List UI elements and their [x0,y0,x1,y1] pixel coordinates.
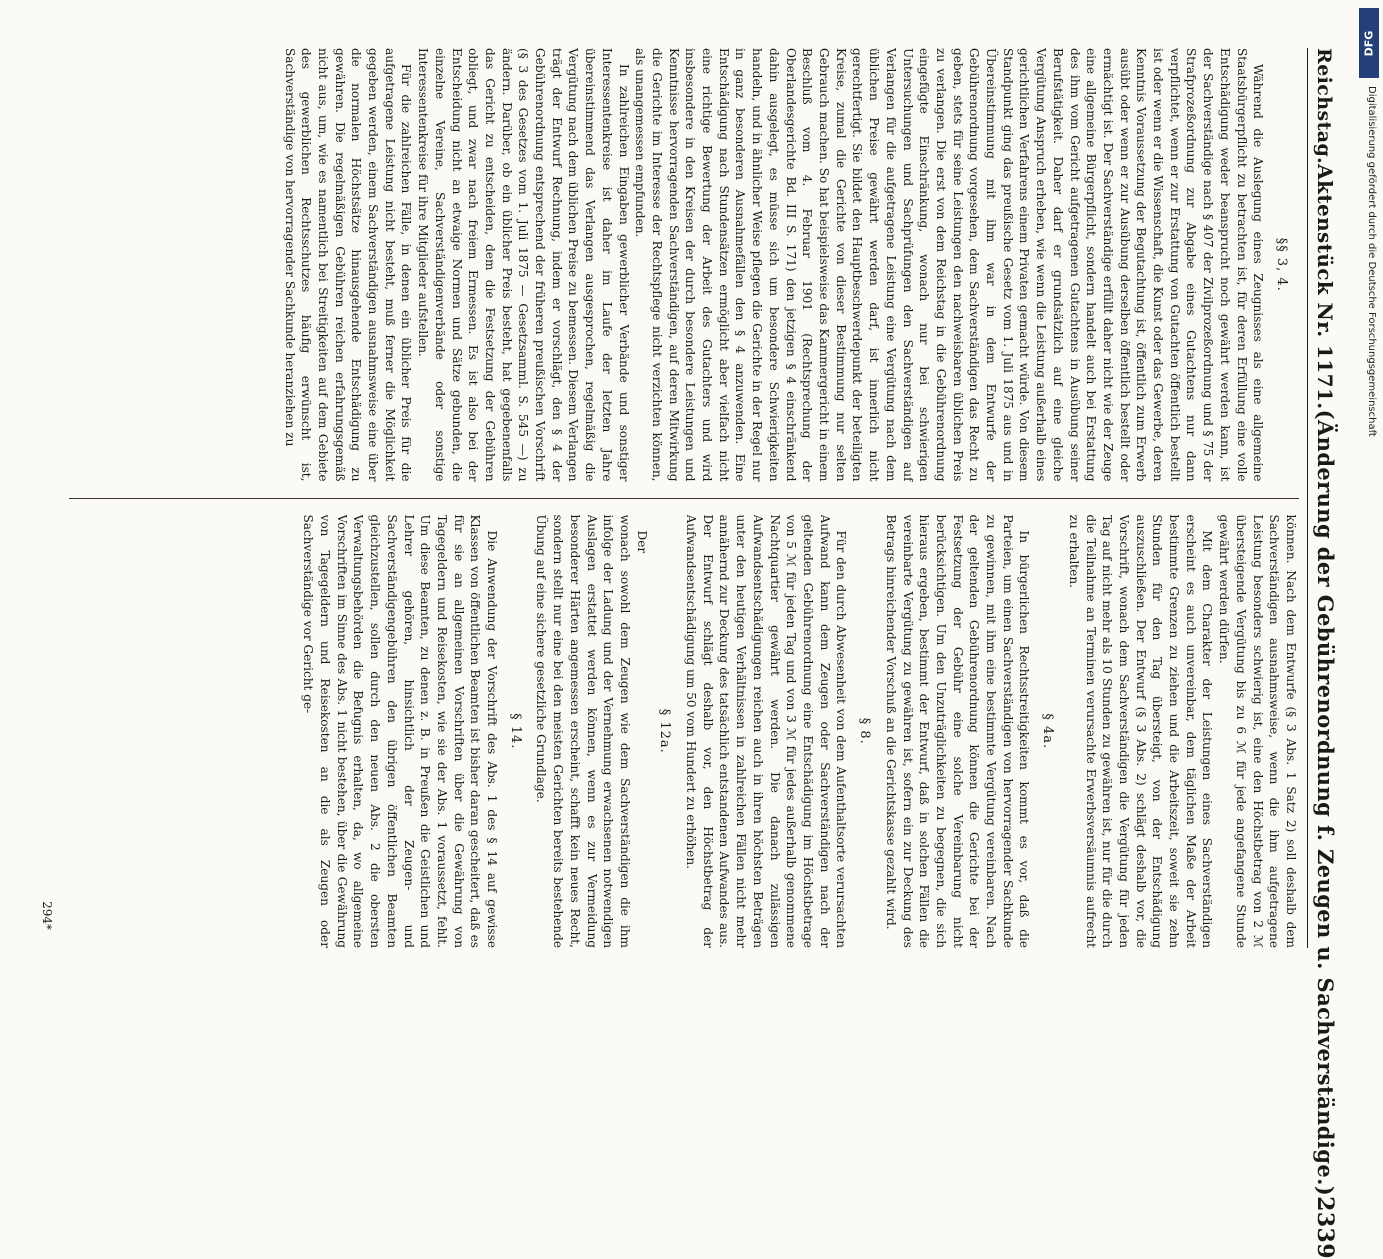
left-column [69,48,1299,482]
document-page [32,30,1352,1259]
paragraph: Für die zahlreichen Fälle, in denen ein üblicher Preis für die aufgetragene Leistung nicht besteht, muß ferner die Möglichkeit gegeben werden, einem Sachverständigen ausnahmsweise eine über die normalen Höchstsätze hinausgehende Entschädigung zu gewähren. Die regelmäßigen Gebühren reichen erfahrungsgemäß nicht aus, um, wie es namentlich bei Streitigkeiten auf dem Gebiete des gewerblichen Rechtsschutzes häufig erwünscht ist, Sachverständige von hervorragender Sachkunde heranziehen zu [282,48,413,482]
text-columns [69,48,1299,948]
paragraph-lead: Der [634,530,649,554]
section-heading: § 12a. [656,708,672,754]
right-column [69,515,1299,949]
paragraph: können. Nach dem Entwurfe (§ 3 Abs. 1 Satz 2) soll deshalb dem Sachverständigen ausnahmsweise, wenn die ihm aufgetragene Leistung besonders schwierig ist, eine den Höchstbetrag von 2 ℳ übersteigende Vergütung bis zu 6 ℳ für jede angefangene Stunde gewährt werden dürfen. [1216,514,1298,948]
page-header [1307,48,1338,1259]
section-heading: § 8. [856,717,872,745]
header-title: (Änderung der Gebührenordnung f. Zeugen u. Sachverständige.) [1312,409,1338,1197]
section-heading: § 14. [507,713,523,750]
section-heading: §§ 3, 4. [1273,237,1289,292]
paragraph: In bürgerlichen Rechtsstreitigkeiten kommt es vor, daß die Parteien, um einen Sachverständigen von hervorragender Sachkunde zu gewinnen, mit ihm eine bestimmte Vergütung vereinbaren. Nach der geltenden Gebührenordnung können die Gerichte bei der Festsetzung der Gebühr eine solche Vereinbarung nicht berücksichtigen. Um den Unzuträglichkeiten zu begegnen, die sich hieraus ergeben, bestimmt der Entwurf, daß in solchen Fällen die vereinbarte Vergütung zu gewähren ist, sofern ein zur Deckung des Betrags hinreichender Vorschuß an die Gerichtskasse gezahlt wird. [883,514,1031,948]
paragraph: Mit dem Charakter der Leistungen eines Sachverständigen erscheint es auch unvereinbar, dem täglichen Maße der Arbeit bestimmte Grenzen zu ziehen und die Arbeitszeit, soweit sie zehn Stunden für den Tag übersteigt, von der Entschädigung auszuschließen. Der Entwurf (§ 3 Abs. 2) schlägt deshalb vor, die Vorschrift, wonach dem Sachverständigen die Vergütung für jeden Tag auf nicht mehr als 10 Stunden zu gewähren ist, nur für die durch die Teilnahme an Terminen verursachte Erwerbsversäumnis aufrecht zu erhalten. [1066,514,1214,948]
paragraph: Die Anwendung der Vorschrift des Abs. 1 des § 14 auf gewisse Klassen von öffentlichen Beamten ist bisher daran gescheitert, daß es für sie an allgemeinen Vorschriften über die Gewährung von Tagegeldern und Reisekosten, wie sie der Abs. 1 voraussetzt, fehlt. Um diese Beamten, zu denen z. B. in Preußen die Geistlichen und Lehrer gehören, hinsichtlich der Zeugen- und Sachverständigengebühren den übrigen öffentlichen Beamten gleichzustellen, sollen durch den neuen Abs. 2 die obersten Verwaltungsbehörden die Befugnis erhalten, da, wo allgemeine Vorschriften im Sinne des Abs. 1 nicht bestehen, über die Gewährung von Tagegeldern und Reisekosten an die als Zeugen oder Sachverständige vor Gericht ge- [300,514,499,948]
sheet-signature: 294* [39,901,54,930]
paragraph: Während die Auslegung eines Zeugnisses als eine allgemeine Staatsbürgerpflicht zu betrachten ist, für deren Erfüllung eine volle Entschädigung weder beansprucht noch gewährt werden kann, ist der Sachverständige nach § 407 der Zivilprozeßordnung und § 75 der Strafprozeßordnung zur Abgabe eines Gutachtens nur dann verpflichtet, wenn er zur Erstattung von Gutachten öffentlich bestellt ist oder wenn er die Wissenschaft, die Kunst oder das Gewerbe, deren Kenntnis Voraussetzung der Begutachtung ist, öffentlich zum Erwerb ausübt oder wenn er zur Ausübung derselben öffentlich bestellt oder ermächtigt ist. Der Sachverständige erfüllt daher nicht wie der Zeuge eine allgemeine Bürgerpflicht, sondern handelt auch bei Erstattung des ihm vom Gericht aufgetragenen Gutachtens in Ausübung seiner Berufstätigkeit. Daher darf er grundsätzlich auf eine gleiche Vergütung Anspruch erheben, wie wenn die Leistung außerhalb eines gerichtlichen Verfahrens einem Privaten gemacht würde. Von diesem Standpunkt ging das preußische Gesetz vom 1. Juli 1875 aus und in Übereinstimmung mit ihm war in dem Entwurfe der Gebührenordnung vorgesehen, dem Sachverständigen das Recht zu geben, stets für seine Leistungen den nachweisbaren üblichen Preis zu verlangen. Die erst von dem Reichstag in die Gebührenordnung eingefügte Einschränkung, wonach nur bei schwierigen Untersuchungen und Sachprüfungen den Sachverständigen auf Verlangen für die aufgetragene Leistung eine Vergütung nach dem üblichen Preise gewährt werden darf, ist innerlich nicht gerechtfertigt. Sie bildet den Hauptbeschwerdepunkt der beteiligten Kreise, zumal die Gerichte von dieser Bestimmung nur selten Gebrauch machen. So hat beispielsweise das Kammergericht in einem Beschluß vom 4. Februar 1901 (Rechtsprechung der Oberlandesgerichte Bd. III S. 171) den jetzigen § 4 einschränkend dahin ausgelegt, es müsse sich um besondere Schwierigkeiten handeln, und in ähnlicher Weise pflegen die Gerichte in der Regel nur in ganz besonderen Ausnahmefällen den § 4 anzuwenden. Eine Entschädigung nach Stundensätzen ermöglicht aber vielfach nicht eine richtige Bewertung der Arbeit des Gutachters und wird insbesondere in den Kreisen der durch besondere Leistungen und Kenntnisse hervorragenden Sachverständigen, auf deren Mitwirkung die Gerichte im Interesse der Rechtspflege nicht verzichten können, als unangemessen empfunden. [632,48,1265,482]
credit-text: Digitalisierung gefördert durch die Deutsche Forschungsgemeinschaft [1366,86,1377,437]
paragraph: In zahlreichen Eingaben gewerblicher Verbände und sonstiger Interessentenkreise ist daher im Laufe der letzten Jahre übereinstimmend das Verlangen ausgesprochen, regelmäßig die Vergütung nach dem üblichen Preise zu bemessen. Diesem Verlangen trägt der Entwurf Rechnung, indem er vorschlägt, den § 4 der Gebührenordnung entsprechend der früheren preußischen Vorschrift (§ 3 des Gesetzes vom 1. Juli 1875 — Gesetzsamml. S. 545 —) zu ändern. Darüber, ob ein üblicher Preis besteht, hat gegebenenfalls das Gericht zu entscheiden, dem die Festsetzung der Gebühren obliegt, und zwar nach freiem Ermessen. Es ist also bei der Entscheidung nicht an etwaige Normen und Sätze gebunden, die einzelne Vereine, Sachverständigenverbände oder sonstige Interessentenkreise für ihre Mitglieder aufstellen. [415,48,631,482]
paragraph: wonach sowohl dem Zeugen wie dem Sachverständigen die ihm infolge der Ladung und der Vernehmung erwachsenen notwendigen Auslagen erstattet werden können, wenn es zur Vermeidung besonderer Härten angemessen erscheint, schafft kein neues Recht, sondern stellt nur eine bei den meisten Gerichten bereits bestehende Übung auf eine sichere gesetzliche Grundlage. [533,514,632,948]
paragraph: Für den durch Abwesenheit von dem Aufenthaltsorte verursachten Aufwand kann dem Zeugen oder Sachverständigen nach der geltenden Gebührenordnung eine Entschädigung im Höchstbetrage von 5 ℳ für jeden Tag und von 3 ℳ für jedes außerhalb genommene Nachtquartier gewährt werden. Die danach zulässigen Aufwandsentschädigungen reichen auch in ihren höchsten Beträgen unter den heutigen Verhältnissen in zahlreichen Fällen nicht mehr annähernd zur Deckung des tatsächlich entstandenen Aufwandes aus. Der Entwurf schlägt deshalb vor, den Höchstbetrag der Aufwandsentschädigung um 50 vom Hundert zu erhöhen. [683,514,848,948]
digitization-credit [1361,86,1377,986]
section-heading: § 4a. [1039,713,1055,750]
dfg-logo [1359,8,1379,78]
dfg-logo-text: DFG [1362,30,1376,56]
column-divider [69,498,1299,499]
header-document-number: Aktenstück Nr. 1171. [1312,164,1337,410]
header-left: Reichstag. [1312,48,1335,165]
header-page-number: 2339 [1311,1196,1338,1259]
